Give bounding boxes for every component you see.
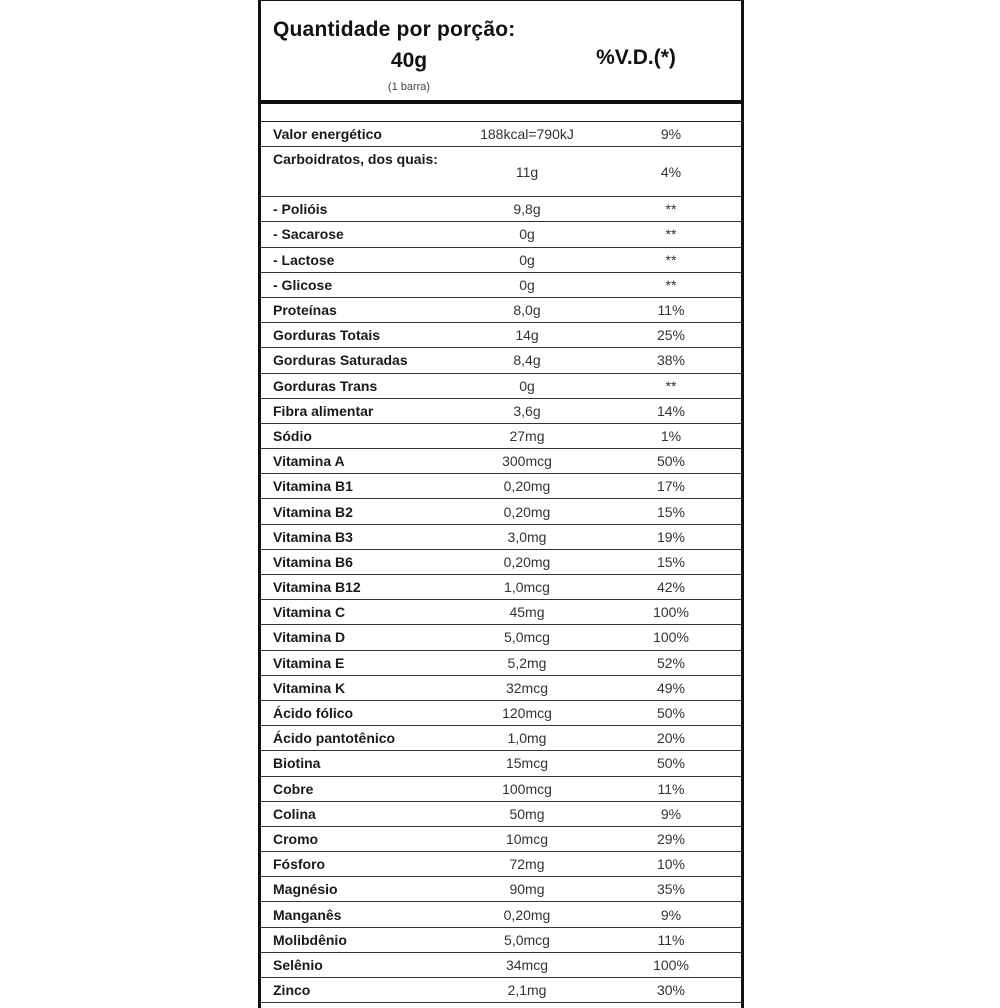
table-row <box>261 802 741 827</box>
header-spacer <box>261 104 741 122</box>
table-row <box>261 399 741 424</box>
table-row <box>261 953 741 978</box>
nutrient-amount: 72mg <box>509 856 545 873</box>
table-row <box>261 323 741 348</box>
nutrient-daily-value: 9% <box>660 805 682 822</box>
nutrient-amount: 0g <box>519 226 535 243</box>
nutrient-amount: 9,8g <box>513 201 541 218</box>
nutrient-name: - Sacarose <box>273 226 344 243</box>
nutrient-amount: 50mg <box>509 805 545 822</box>
nutrient-amount: 188kcal=790kJ <box>480 126 574 143</box>
nutrient-amount: 0,20mg <box>503 478 551 495</box>
nutrient-daily-value: 9% <box>660 906 682 923</box>
nutrient-amount: 10mcg <box>505 830 549 847</box>
nutrient-daily-value: 50% <box>656 705 686 722</box>
nutrient-daily-value: 50% <box>656 755 686 772</box>
table-row <box>261 147 741 197</box>
nutrient-name: Gorduras Totais <box>273 327 381 344</box>
nutrient-name: Manganês <box>273 906 342 923</box>
nutrient-daily-value: ** <box>665 201 677 218</box>
nutrient-amount: 34mcg <box>505 956 549 973</box>
nutrient-amount: 0g <box>519 251 535 268</box>
nutrient-daily-value: 25% <box>656 327 686 344</box>
nutrient-name: Fibra alimentar <box>273 402 374 419</box>
nutrient-name: Cromo <box>273 830 319 847</box>
nutrient-daily-value: 100% <box>653 604 689 621</box>
nutrient-daily-value: 49% <box>656 679 686 696</box>
nutrient-daily-value: 100% <box>653 629 689 646</box>
nutrient-name: Vitamina D <box>273 629 346 646</box>
nutrient-daily-value: 38% <box>656 352 686 369</box>
nutrient-amount: 0,20mg <box>503 906 551 923</box>
table-row <box>261 852 741 877</box>
nutrient-name: Biotina <box>273 755 321 772</box>
nutrient-amount: 32mcg <box>505 679 549 696</box>
table-row <box>261 777 741 802</box>
nutrient-amount: 8,4g <box>513 352 541 369</box>
nutrient-amount: 15mcg <box>505 755 549 772</box>
table-row <box>261 550 741 575</box>
table-row <box>261 474 741 499</box>
nutrient-amount: 120mcg <box>502 705 552 722</box>
table-row <box>261 625 741 650</box>
nutrient-daily-value: ** <box>665 251 677 268</box>
table-row <box>261 449 741 474</box>
nutrient-name: Proteínas <box>273 302 337 319</box>
nutrient-amount: 1,0mg <box>507 730 547 747</box>
nutrient-amount: 14g <box>515 327 539 344</box>
table-header <box>261 1 741 104</box>
nutrient-name: Sódio <box>273 427 312 444</box>
nutrient-name: Molibdênio <box>273 931 347 948</box>
nutrient-name: Vitamina A <box>273 453 345 470</box>
nutrient-daily-value: 10% <box>656 856 686 873</box>
table-row <box>261 877 741 902</box>
table-row <box>261 298 741 323</box>
nutrient-daily-value: 15% <box>656 553 686 570</box>
nutrient-daily-value: 14% <box>656 402 686 419</box>
nutrient-name: Zinco <box>273 982 311 999</box>
table-row <box>261 575 741 600</box>
nutrient-daily-value: 35% <box>656 881 686 898</box>
nutrient-amount: 0g <box>519 276 535 293</box>
nutrient-name: - Glicose <box>273 276 333 293</box>
nutrient-daily-value: 1% <box>660 427 682 444</box>
table-row <box>261 701 741 726</box>
nutrient-daily-value: 11% <box>657 302 685 319</box>
nutrient-amount: 45mg <box>509 604 545 621</box>
nutrient-name: Ácido pantotênico <box>273 730 396 747</box>
table-row <box>261 978 741 1003</box>
table-row <box>261 248 741 273</box>
nutrient-name: Gorduras Trans <box>273 377 378 394</box>
nutrient-amount: 11g <box>515 163 539 180</box>
nutrient-amount: 0g <box>519 377 535 394</box>
nutrient-name: Vitamina E <box>273 654 345 671</box>
table-row <box>261 827 741 852</box>
nutrient-daily-value: 15% <box>656 503 686 520</box>
nutrient-name: Vitamina B6 <box>273 553 353 570</box>
nutrient-daily-value: 4% <box>660 163 682 180</box>
nutrient-amount: 27mg <box>509 427 545 444</box>
nutrient-name: Valor energético <box>273 126 382 143</box>
nutrient-daily-value: 100% <box>653 956 689 973</box>
nutrient-rows <box>261 122 741 1003</box>
nutrient-daily-value: 50% <box>656 453 686 470</box>
nutrient-amount: 5,0mcg <box>504 629 550 646</box>
nutrient-name: Magnésio <box>273 881 338 898</box>
nutrient-amount: 0,20mg <box>503 553 551 570</box>
nutrient-amount: 1,0mcg <box>504 579 550 596</box>
table-row <box>261 600 741 625</box>
nutrient-amount: 300mcg <box>502 453 552 470</box>
nutrient-daily-value: 52% <box>656 654 686 671</box>
serving-title: Quantidade por porção: <box>273 18 516 41</box>
nutrient-daily-value: 17% <box>656 478 686 495</box>
nutrient-daily-value: ** <box>665 377 677 394</box>
nutrient-name: Vitamina C <box>273 604 346 621</box>
table-row <box>261 676 741 701</box>
nutrient-amount: 100mcg <box>502 780 552 797</box>
serving-size: 40g <box>390 49 428 72</box>
table-row <box>261 348 741 373</box>
nutrient-daily-value: 42% <box>656 579 686 596</box>
nutrient-daily-value: 20% <box>656 730 686 747</box>
nutrition-facts-table <box>258 0 744 1008</box>
nutrient-amount: 8,0g <box>513 302 541 319</box>
nutrient-daily-value: 11% <box>657 780 685 797</box>
nutrient-amount: 5,2mg <box>507 654 547 671</box>
nutrient-name: Carboidratos, dos quais: <box>273 151 438 168</box>
nutrient-name: Selênio <box>273 956 323 973</box>
table-row <box>261 499 741 524</box>
table-row <box>261 273 741 298</box>
nutrient-amount: 5,0mcg <box>504 931 550 948</box>
nutrient-name: Vitamina B12 <box>273 579 361 596</box>
nutrient-amount: 3,0mg <box>507 528 547 545</box>
nutrient-name: Gorduras Saturadas <box>273 352 408 369</box>
nutrient-amount: 0,20mg <box>503 503 551 520</box>
nutrient-amount: 90mg <box>509 881 545 898</box>
table-row <box>261 902 741 927</box>
table-row <box>261 374 741 399</box>
table-row <box>261 222 741 247</box>
nutrient-name: Cobre <box>273 780 314 797</box>
table-row <box>261 751 741 776</box>
nutrient-name: Ácido fólico <box>273 705 354 722</box>
nutrient-name: - Polióis <box>273 201 328 218</box>
nutrient-name: Vitamina K <box>273 679 346 696</box>
nutrient-daily-value: 9% <box>660 126 682 143</box>
daily-value-heading: %V.D.(*) <box>596 46 676 69</box>
nutrient-name: Colina <box>273 805 316 822</box>
table-row <box>261 424 741 449</box>
nutrient-daily-value: 30% <box>656 982 686 999</box>
nutrient-name: - Lactose <box>273 251 335 268</box>
nutrient-name: Fósforo <box>273 856 326 873</box>
table-row <box>261 928 741 953</box>
nutrient-amount: 2,1mg <box>507 982 547 999</box>
nutrient-name: Vitamina B1 <box>273 478 353 495</box>
nutrient-daily-value: ** <box>665 226 677 243</box>
table-row <box>261 651 741 676</box>
nutrient-daily-value: ** <box>665 276 677 293</box>
nutrient-amount: 3,6g <box>513 402 541 419</box>
table-row <box>261 726 741 751</box>
nutrient-name: Vitamina B3 <box>273 528 353 545</box>
serving-unit: (1 barra) <box>387 81 431 93</box>
nutrient-daily-value: 19% <box>656 528 686 545</box>
nutrient-daily-value: 29% <box>656 830 686 847</box>
table-row <box>261 525 741 550</box>
nutrient-daily-value: 11% <box>657 931 685 948</box>
table-row <box>261 197 741 222</box>
table-row <box>261 122 741 147</box>
nutrient-name: Vitamina B2 <box>273 503 353 520</box>
